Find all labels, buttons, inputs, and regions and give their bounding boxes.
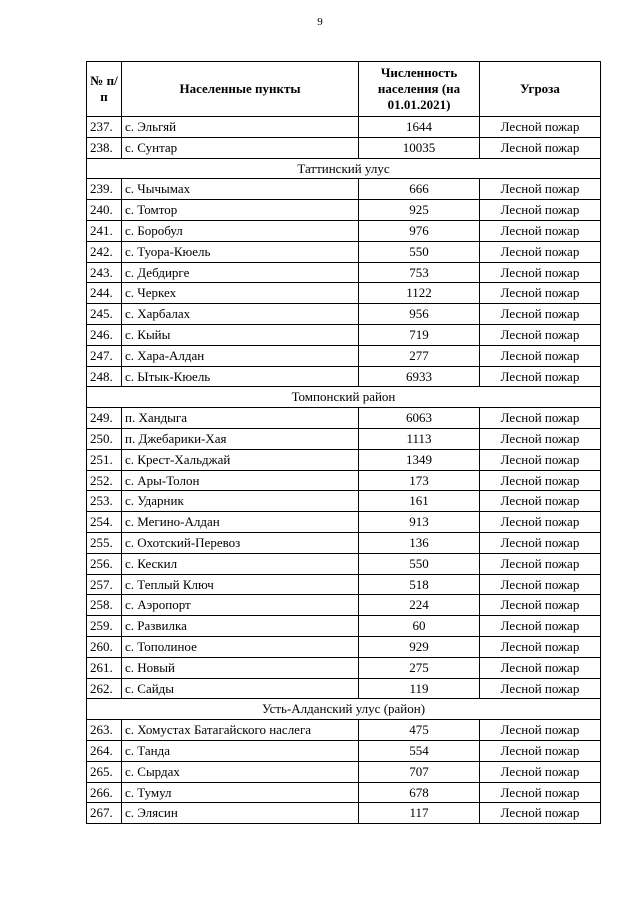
- threat-value: Лесной пожар: [480, 345, 601, 366]
- table-row: [87, 220, 601, 241]
- row-number: 248.: [87, 366, 122, 387]
- threat-value: Лесной пожар: [480, 428, 601, 449]
- population-value: 753: [359, 262, 480, 283]
- threat-value: Лесной пожар: [480, 532, 601, 553]
- row-number: 237.: [87, 117, 122, 138]
- settlement-name: с. Харбалах: [122, 304, 359, 325]
- row-number: 260.: [87, 636, 122, 657]
- threat-value: Лесной пожар: [480, 324, 601, 345]
- table-row: [87, 241, 601, 262]
- settlement-name: п. Хандыга: [122, 408, 359, 429]
- settlement-name: с. Крест-Хальджай: [122, 449, 359, 470]
- section-title: Усть-Алданский улус (район): [87, 699, 601, 720]
- settlement-name: с. Хомустах Батагайского наслега: [122, 720, 359, 741]
- settlement-name: с. Ударник: [122, 491, 359, 512]
- row-number: 256.: [87, 553, 122, 574]
- population-value: 60: [359, 616, 480, 637]
- population-value: 550: [359, 241, 480, 262]
- population-value: 10035: [359, 137, 480, 158]
- threat-value: Лесной пожар: [480, 574, 601, 595]
- settlement-name: с. Аэропорт: [122, 595, 359, 616]
- population-value: 1349: [359, 449, 480, 470]
- header-population: Численность населения (на 01.01.2021): [359, 62, 480, 117]
- table-row: [87, 366, 601, 387]
- settlement-name: с. Боробул: [122, 220, 359, 241]
- row-number: 246.: [87, 324, 122, 345]
- settlement-name: с. Томтор: [122, 200, 359, 221]
- table-row: [87, 345, 601, 366]
- threat-value: Лесной пожар: [480, 262, 601, 283]
- table-body: [87, 117, 601, 824]
- threat-value: Лесной пожар: [480, 595, 601, 616]
- table-row: [87, 324, 601, 345]
- page-number: 9: [317, 16, 323, 28]
- settlement-name: с. Новый: [122, 657, 359, 678]
- table-row: [87, 782, 601, 803]
- settlement-name: с. Хара-Алдан: [122, 345, 359, 366]
- table-row: [87, 636, 601, 657]
- table-row: [87, 512, 601, 533]
- threat-value: Лесной пожар: [480, 241, 601, 262]
- row-number: 247.: [87, 345, 122, 366]
- population-value: 224: [359, 595, 480, 616]
- threat-value: Лесной пожар: [480, 512, 601, 533]
- threat-value: Лесной пожар: [480, 200, 601, 221]
- header-threat: Угроза: [480, 62, 601, 117]
- table-row: [87, 304, 601, 325]
- section-row: [87, 158, 601, 179]
- population-value: 1122: [359, 283, 480, 304]
- row-number: 265.: [87, 761, 122, 782]
- table-row: [87, 283, 601, 304]
- threat-value: Лесной пожар: [480, 470, 601, 491]
- settlement-name: с. Охотский-Перевоз: [122, 532, 359, 553]
- threat-value: Лесной пожар: [480, 720, 601, 741]
- population-value: 707: [359, 761, 480, 782]
- population-value: 277: [359, 345, 480, 366]
- settlement-name: с. Чычымах: [122, 179, 359, 200]
- row-number: 258.: [87, 595, 122, 616]
- settlement-name: с. Кыйы: [122, 324, 359, 345]
- table-row: [87, 179, 601, 200]
- threat-value: Лесной пожар: [480, 220, 601, 241]
- threat-value: Лесной пожар: [480, 616, 601, 637]
- table-row: [87, 470, 601, 491]
- row-number: 239.: [87, 179, 122, 200]
- row-number: 262.: [87, 678, 122, 699]
- settlement-name: с. Танда: [122, 740, 359, 761]
- population-value: 518: [359, 574, 480, 595]
- population-value: 136: [359, 532, 480, 553]
- table-row: [87, 595, 601, 616]
- threat-value: Лесной пожар: [480, 283, 601, 304]
- settlement-name: с. Ытык-Кюель: [122, 366, 359, 387]
- row-number: 240.: [87, 200, 122, 221]
- row-number: 251.: [87, 449, 122, 470]
- population-value: 6933: [359, 366, 480, 387]
- population-value: 678: [359, 782, 480, 803]
- settlement-name: с. Туора-Кюель: [122, 241, 359, 262]
- table-row: [87, 449, 601, 470]
- row-number: 249.: [87, 408, 122, 429]
- threat-value: Лесной пожар: [480, 304, 601, 325]
- settlement-name: с. Развилка: [122, 616, 359, 637]
- threat-value: Лесной пожар: [480, 636, 601, 657]
- row-number: 250.: [87, 428, 122, 449]
- population-value: 929: [359, 636, 480, 657]
- table-row: [87, 491, 601, 512]
- row-number: 245.: [87, 304, 122, 325]
- row-number: 238.: [87, 137, 122, 158]
- population-value: 913: [359, 512, 480, 533]
- table-row: [87, 678, 601, 699]
- threat-value: Лесной пожар: [480, 678, 601, 699]
- table-row: [87, 553, 601, 574]
- threat-value: Лесной пожар: [480, 366, 601, 387]
- table-row: [87, 616, 601, 637]
- settlement-name: с. Тумул: [122, 782, 359, 803]
- settlement-name: с. Тополиное: [122, 636, 359, 657]
- population-value: 119: [359, 678, 480, 699]
- table-row: [87, 574, 601, 595]
- row-number: 264.: [87, 740, 122, 761]
- population-value: 976: [359, 220, 480, 241]
- row-number: 242.: [87, 241, 122, 262]
- settlement-name: п. Джебарики-Хая: [122, 428, 359, 449]
- table-row: [87, 803, 601, 824]
- table-row: [87, 262, 601, 283]
- section-title: Томпонский район: [87, 387, 601, 408]
- settlement-name: с. Кескил: [122, 553, 359, 574]
- header-num: № п/п: [87, 62, 122, 117]
- settlement-name: с. Теплый Ключ: [122, 574, 359, 595]
- threat-value: Лесной пожар: [480, 740, 601, 761]
- table-row: [87, 761, 601, 782]
- population-value: 117: [359, 803, 480, 824]
- row-number: 241.: [87, 220, 122, 241]
- population-value: 275: [359, 657, 480, 678]
- population-value: 550: [359, 553, 480, 574]
- row-number: 243.: [87, 262, 122, 283]
- row-number: 261.: [87, 657, 122, 678]
- header-name: Населенные пункты: [122, 62, 359, 117]
- threat-value: Лесной пожар: [480, 761, 601, 782]
- table-row: [87, 200, 601, 221]
- table-row: [87, 117, 601, 138]
- settlement-name: с. Сунтар: [122, 137, 359, 158]
- row-number: 252.: [87, 470, 122, 491]
- threat-value: Лесной пожар: [480, 803, 601, 824]
- settlement-name: с. Сайды: [122, 678, 359, 699]
- population-value: 475: [359, 720, 480, 741]
- population-value: 554: [359, 740, 480, 761]
- row-number: 255.: [87, 532, 122, 553]
- section-row: [87, 387, 601, 408]
- threat-value: Лесной пожар: [480, 179, 601, 200]
- population-value: 6063: [359, 408, 480, 429]
- section-row: [87, 699, 601, 720]
- table-row: [87, 137, 601, 158]
- population-value: 173: [359, 470, 480, 491]
- population-value: 1644: [359, 117, 480, 138]
- population-value: 925: [359, 200, 480, 221]
- settlement-name: с. Ары-Толон: [122, 470, 359, 491]
- threat-value: Лесной пожар: [480, 657, 601, 678]
- settlements-table: [86, 61, 601, 824]
- table-row: [87, 428, 601, 449]
- population-value: 719: [359, 324, 480, 345]
- settlement-name: с. Черкех: [122, 283, 359, 304]
- settlement-name: с. Эльгяй: [122, 117, 359, 138]
- settlement-name: с. Сырдах: [122, 761, 359, 782]
- table-row: [87, 720, 601, 741]
- row-number: 259.: [87, 616, 122, 637]
- row-number: 244.: [87, 283, 122, 304]
- threat-value: Лесной пожар: [480, 408, 601, 429]
- threat-value: Лесной пожар: [480, 491, 601, 512]
- table-header-row: [87, 62, 601, 117]
- table-row: [87, 408, 601, 429]
- settlement-name: с. Дебдирге: [122, 262, 359, 283]
- threat-value: Лесной пожар: [480, 137, 601, 158]
- settlement-name: с. Элясин: [122, 803, 359, 824]
- row-number: 253.: [87, 491, 122, 512]
- row-number: 263.: [87, 720, 122, 741]
- table-row: [87, 740, 601, 761]
- threat-value: Лесной пожар: [480, 117, 601, 138]
- table-row: [87, 657, 601, 678]
- table-row: [87, 532, 601, 553]
- population-value: 666: [359, 179, 480, 200]
- row-number: 267.: [87, 803, 122, 824]
- row-number: 266.: [87, 782, 122, 803]
- threat-value: Лесной пожар: [480, 449, 601, 470]
- threat-value: Лесной пожар: [480, 782, 601, 803]
- population-value: 956: [359, 304, 480, 325]
- threat-value: Лесной пожар: [480, 553, 601, 574]
- row-number: 254.: [87, 512, 122, 533]
- population-value: 1113: [359, 428, 480, 449]
- row-number: 257.: [87, 574, 122, 595]
- section-title: Таттинский улус: [87, 158, 601, 179]
- population-value: 161: [359, 491, 480, 512]
- settlement-name: с. Мегино-Алдан: [122, 512, 359, 533]
